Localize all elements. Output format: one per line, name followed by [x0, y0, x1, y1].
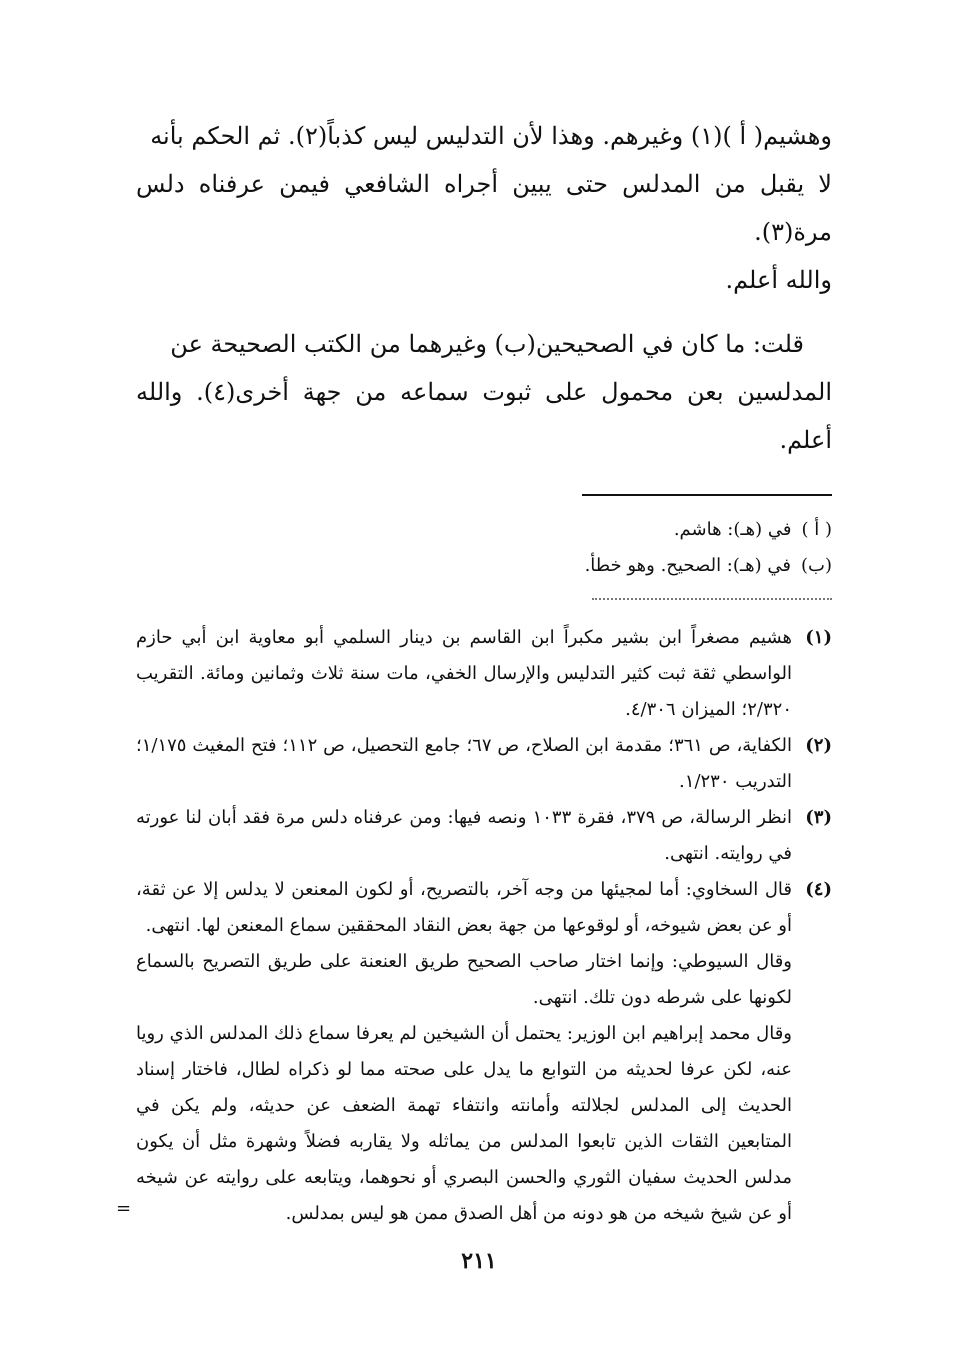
- footnote-number: (٤): [805, 879, 832, 900]
- variant-note: [136, 512, 832, 548]
- main-line: والله أعلم.: [725, 266, 832, 294]
- footnote-paragraph: انظر الرسالة، ص ٣٧٩، فقرة ١٠٣٣ ونصه فيها: ومن عرفناه دلس مرة فقد أبان لنا عورته في روايته. انتهى.: [136, 807, 793, 864]
- continuation-mark: =: [116, 1198, 132, 1219]
- footnote-number: (١): [805, 627, 832, 648]
- dotted-separator: [592, 598, 832, 600]
- variant-mark: (ب): [801, 555, 832, 576]
- footnote: [136, 872, 832, 1232]
- footnote-paragraph: الكفاية، ص ٣٦١؛ مقدمة ابن الصلاح، ص ٦٧؛ جامع التحصيل، ص ١١٢؛ فتح المغيث ١/١٧٥؛ التدريب ١/٢٣٠.: [136, 735, 792, 792]
- variant-text: في (هـ): الصحيح. وهو خطأ.: [584, 555, 791, 576]
- variant-notes: [136, 512, 832, 584]
- variant-note: [136, 548, 832, 584]
- footnote-body: [136, 620, 792, 728]
- footnote-paragraph: قال السخاوي: أما لمجيئها من وجه آخر، بالتصريح، أو لكون المعنعن لا يدلس إلا عن ثقة، أو عن بعض شيوخه، أو لوقوعها من جهة بعض النقاد المحققين سماع المعنعن لها. انتهى.: [136, 879, 792, 936]
- main-line: لا يقبل من المدلس حتى يبين أجراه الشافعي فيمن عرفناه دلس مرة(٣).: [136, 170, 832, 246]
- footnote-separator: [582, 494, 832, 496]
- variant-text: في (هـ): هاشم.: [673, 519, 792, 540]
- main-text: [136, 112, 832, 464]
- main-paragraph-1: [136, 112, 832, 304]
- footnote-body: [136, 800, 792, 872]
- footnote-paragraph: وقال محمد إبراهيم ابن الوزير: يحتمل أن الشيخين لم يعرفا سماع ذلك المدلس الذي رويا عنه، لكن عرفا لحديثه من التوابع ما يدل على صحته مما لو ذكراه لطال، فاختار إسناد الحديث إلى المدلس لجلالته وأمانته وانتفاء تهمة الضعف عن حديثه، ولم يكن في المتابعين الثقات الذين تابعوا المدلس من يماثله ولا يقاربه فضلاً وشهرة مثل أن يكون مدلس الحديث سفيان الثوري والحسن البصري أو نحوهما، ويتابعه على روايته عن شيخه أو عن شيخ شيخه من هو دونه من أهل الصدق ممن هو ليس بمدلس.: [136, 1023, 792, 1224]
- footnote-body: [136, 872, 792, 1232]
- page-body: [136, 112, 832, 1232]
- footnote-paragraph: هشيم مصغراً ابن بشير مكبراً ابن القاسم بن دينار السلمي أبو معاوية ابن أبي حازم الواسطي ثقة ثبت كثير التدليس والإرسال الخفي، مات سنة ثلاث وثمانين ومائة. التقريب ٢/٣٢٠؛ الميزان ٤/٣٠٦.: [136, 627, 792, 720]
- main-line: المدلسين بعن محمول على ثبوت سماعه من جهة أخرى(٤). والله أعلم.: [136, 378, 832, 454]
- footnote: [136, 728, 832, 800]
- variant-mark: ( أ ): [801, 519, 832, 540]
- main-line: قلت: ما كان في الصحيحين(ب) وغيرهما من الكتب الصحيحة عن: [170, 330, 804, 358]
- footnote-body: [136, 728, 792, 800]
- footnotes: [136, 620, 832, 1232]
- footnote-number: (٣): [805, 807, 832, 828]
- footnote: [136, 620, 832, 728]
- footnote-paragraph: وقال السيوطي: وإنما اختار صاحب الصحيح طريق العنعنة على طريق التصريح بالسماع لكونها على شرطه دون تلك. انتهى.: [136, 951, 792, 1008]
- main-paragraph-2: [136, 320, 832, 464]
- footnote: [136, 800, 832, 872]
- page-number: ٢١١: [461, 1248, 497, 1274]
- footnote-number: (٢): [805, 735, 832, 756]
- main-line: وهشيم( أ )(١) وغيرهم. وهذا لأن التدليس ليس كذباً(٢). ثم الحكم بأنه: [150, 122, 832, 150]
